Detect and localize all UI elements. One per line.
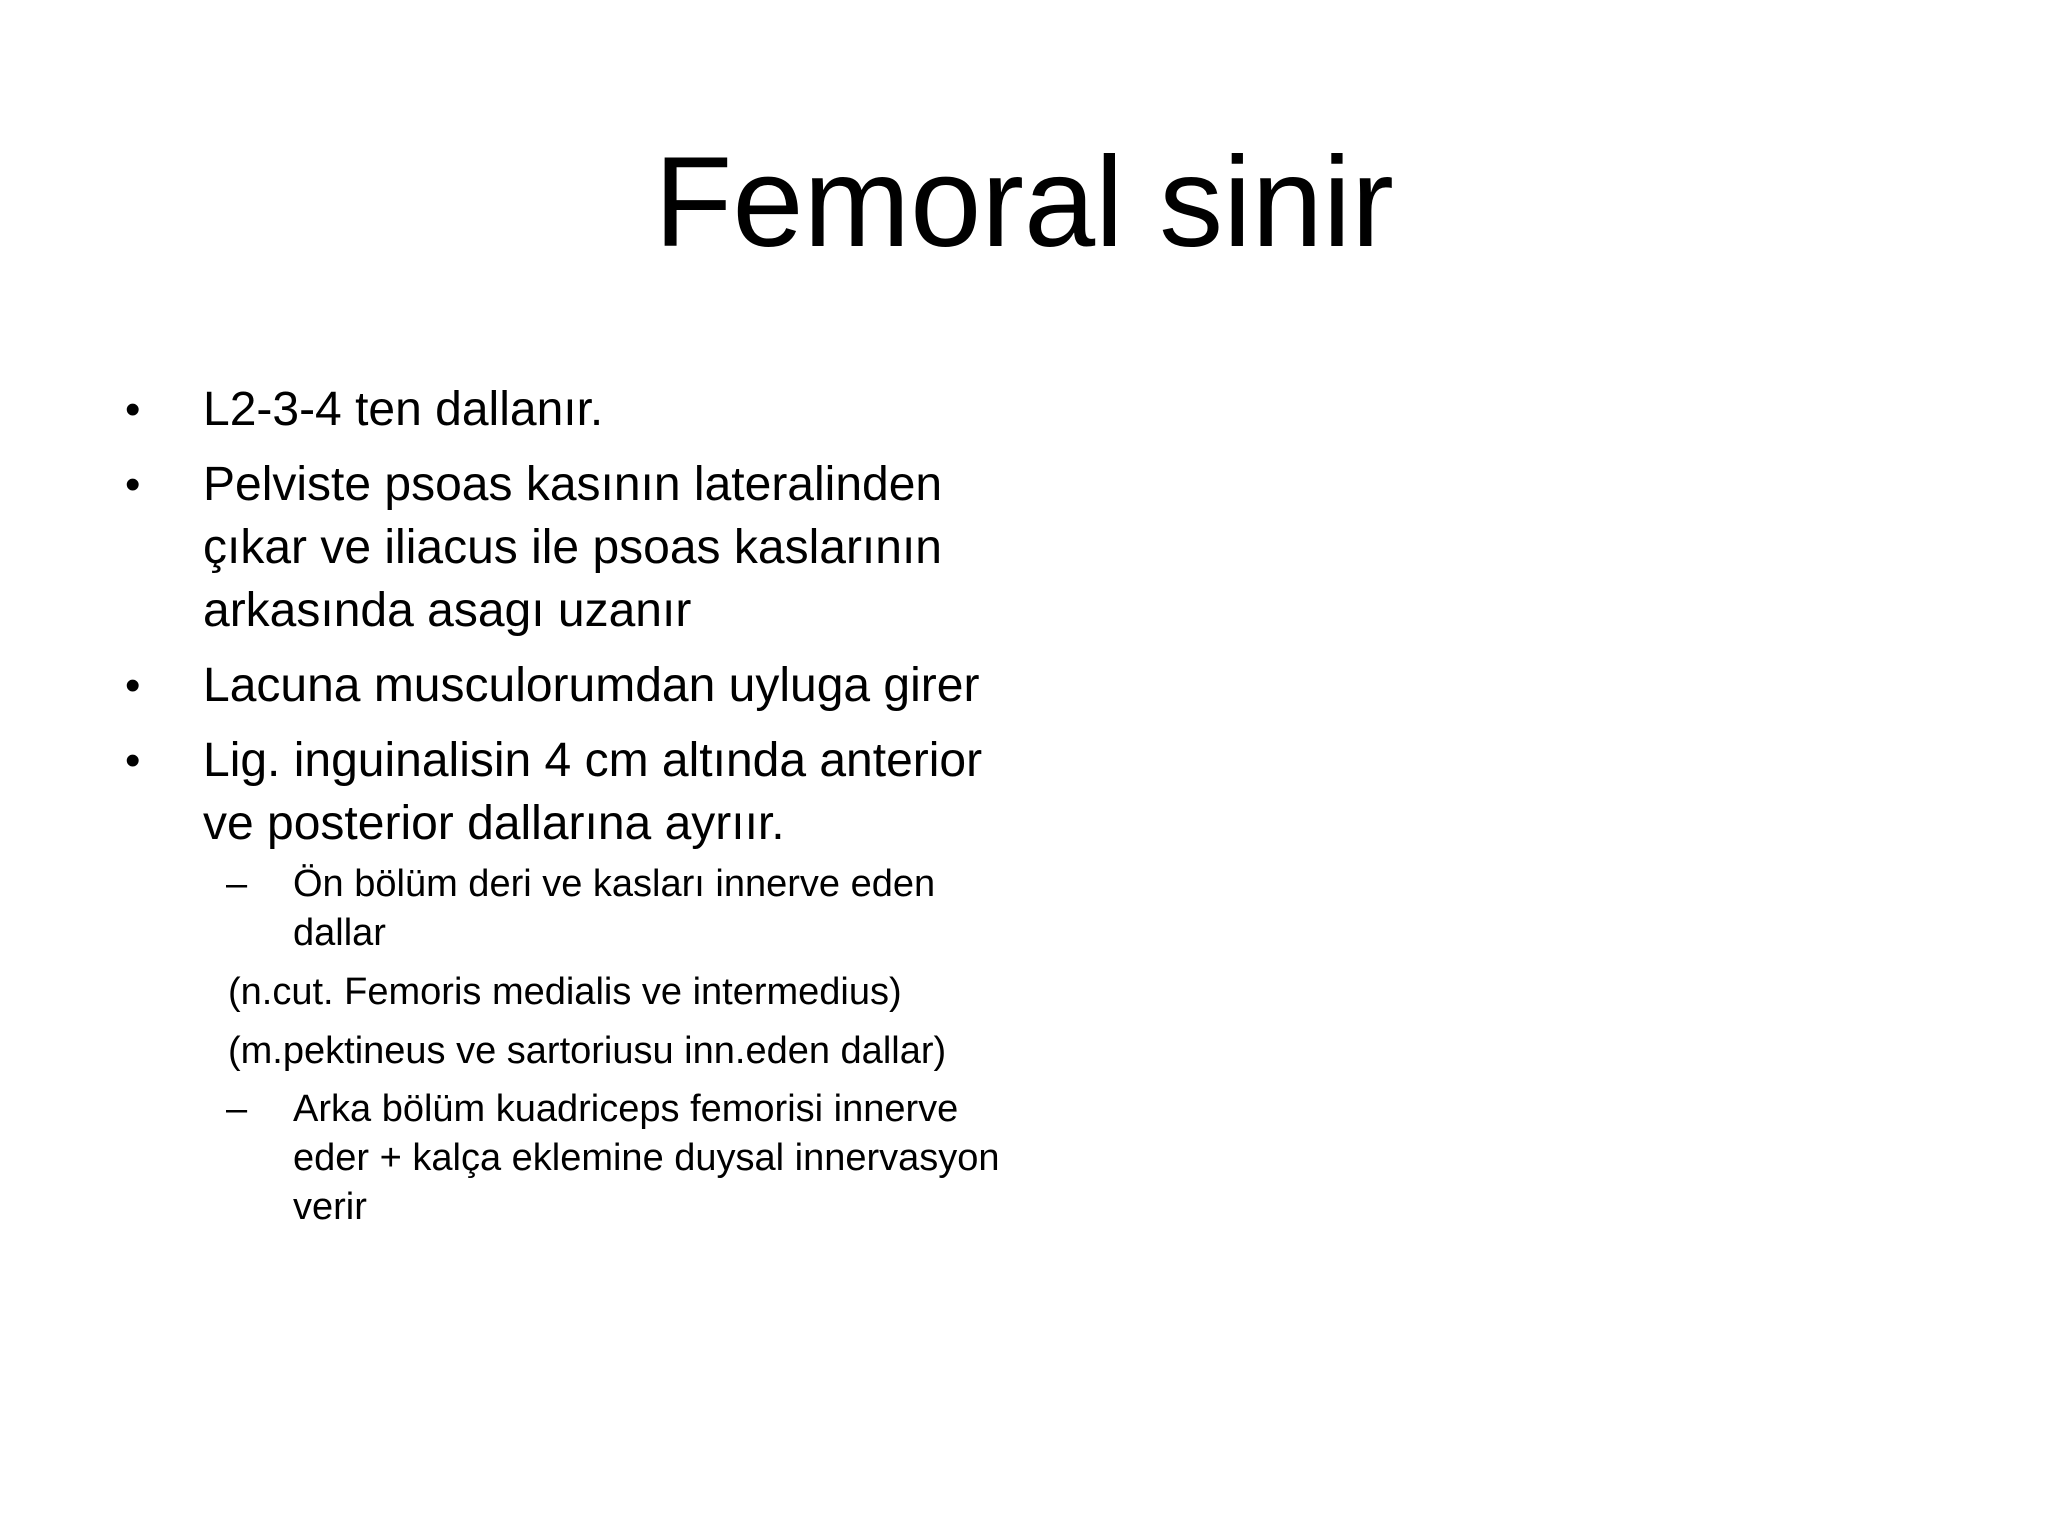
bullet-item — [203, 729, 1103, 855]
bullet-icon: • — [125, 385, 141, 434]
plain-line: (n.cut. Femoris medialis ve intermedius) — [228, 971, 902, 1013]
dash-icon: – — [226, 863, 248, 905]
bullet-line: Lacuna musculorumdan uyluga girer — [203, 659, 980, 712]
sub-item — [293, 860, 1113, 958]
bullet-icon: • — [125, 460, 141, 509]
bullet-line: çıkar ve iliacus ile psoas kaslarının — [203, 521, 942, 574]
bullet-line: ve posterior dallarına ayrıır. — [203, 797, 785, 850]
slide-title: Femoral sinir — [654, 131, 1394, 274]
sub-line: verir — [293, 1186, 367, 1228]
bullet-line: L2-3-4 ten dallanır. — [203, 383, 604, 436]
bullet-line: arkasında asagı uzanır — [203, 584, 692, 637]
sub-item — [293, 1085, 1113, 1232]
bullet-icon: • — [125, 661, 141, 710]
bullet-line: Pelviste psoas kasının lateralinden — [203, 458, 943, 511]
sub-line: dallar — [293, 912, 386, 954]
bullet-line: Lig. inguinalisin 4 cm altında anterior — [203, 734, 983, 787]
bullet-item — [203, 453, 1103, 642]
bullet-icon: • — [125, 736, 141, 785]
dash-icon: – — [226, 1088, 248, 1130]
sub-line: Arka bölüm kuadriceps femorisi innerve — [293, 1088, 959, 1130]
bullet-item — [203, 378, 1103, 441]
sub-line: eder + kalça eklemine duysal innervasyon — [293, 1137, 1000, 1179]
sub-line: Ön bölüm deri ve kasları innerve eden — [293, 863, 936, 905]
plain-line: (m.pektineus ve sartoriusu inn.eden dallar) — [228, 1030, 947, 1072]
bullet-item — [203, 654, 1103, 717]
